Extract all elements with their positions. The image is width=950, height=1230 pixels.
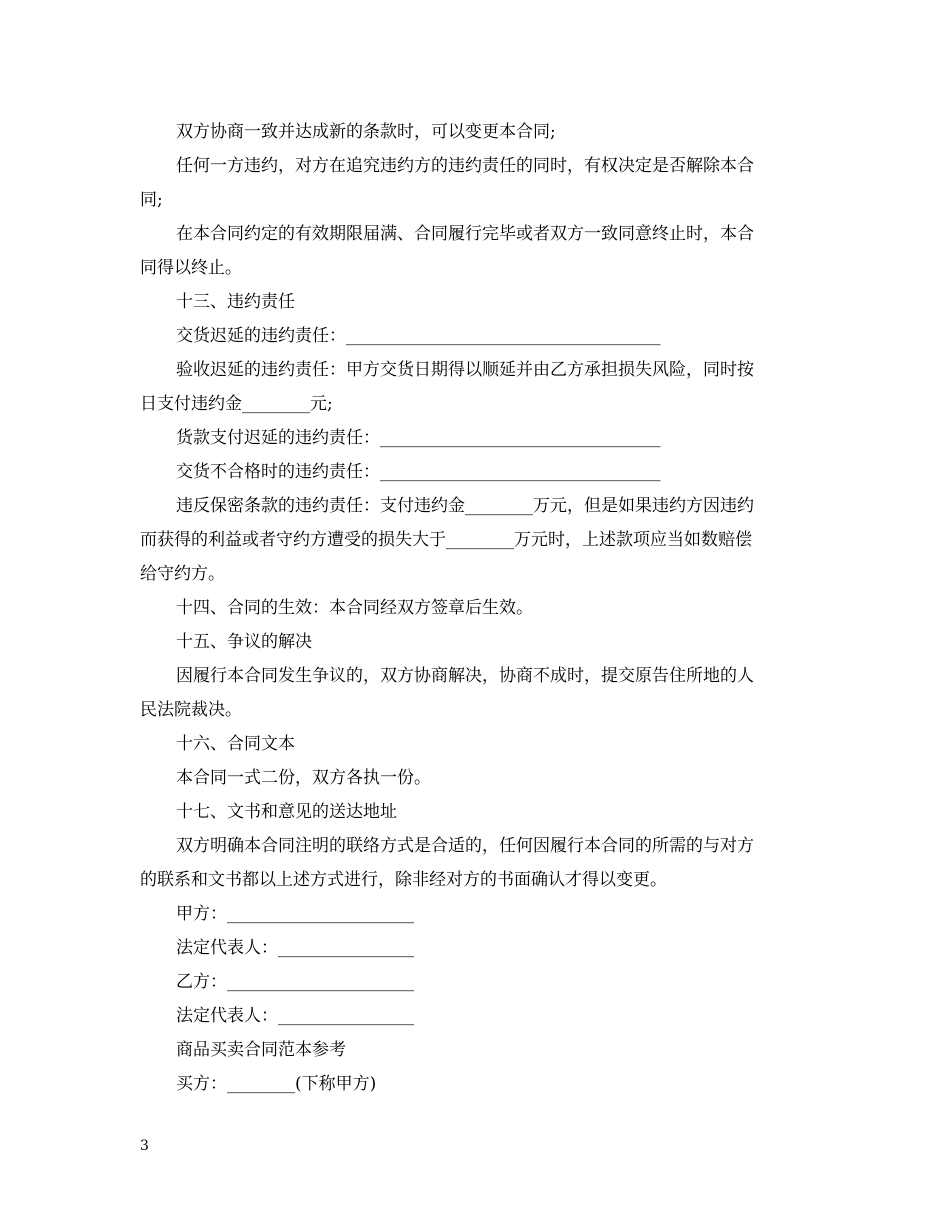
text-line: 而获得的利益或者守约方遭受的损失大于________万元时，上述款项应当如数赔偿 [140,530,752,550]
text-line: 给守约方。 [140,564,225,584]
signature-line-party-b: 乙方：______________________ [176,972,414,992]
signature-line-party-a: 甲方：______________________ [176,904,414,924]
text-line: 验收迟延的违约责任：甲方交货日期得以顺延并由乙方承担损失风险，同时按 [176,360,754,380]
text-line: 日支付违约金________元; [140,394,333,414]
section-heading: 十四、合同的生效：本合同经双方签章后生效。 [176,598,533,618]
text-line: 的联系和文书都以上述方式进行，除非经对方的书面确认才得以变更。 [140,870,667,890]
text-line: 民法院裁决。 [140,700,242,720]
page-number: 3 [140,1138,149,1154]
text-line: 任何一方违约，对方在追究违约方的违约责任的同时，有权决定是否解除本合 [176,156,754,176]
text-line: 交货迟延的违约责任：_____________________________________ [176,326,661,346]
text-line: 在本合同约定的有效期限届满、合同履行完毕或者双方一致同意终止时，本合 [176,224,754,244]
text-line: 因履行本合同发生争议的，双方协商解决，协商不成时，提交原告住所地的人 [176,666,754,686]
section-heading: 十五、争议的解决 [176,632,312,652]
text-line: 双方协商一致并达成新的条款时，可以变更本合同; [176,122,556,142]
section-heading: 十七、文书和意见的送达地址 [176,802,397,822]
signature-line-representative: 法定代表人：________________ [176,1006,414,1026]
text-line: 同得以终止。 [140,258,242,278]
document-title: 商品买卖合同范本参考 [176,1040,346,1060]
text-line: 货款支付迟延的违约责任：_________________________________ [176,428,661,448]
text-line: 本合同一式二份，双方各执一份。 [176,768,431,788]
text-line: 违反保密条款的违约责任：支付违约金________万元，但是如果违约方因违约 [176,496,754,516]
text-line: 同; [140,190,163,210]
section-heading: 十三、违约责任 [176,292,295,312]
text-line: 交货不合格时的违约责任：_________________________________ [176,462,661,482]
section-heading: 十六、合同文本 [176,734,295,754]
signature-line-representative: 法定代表人：________________ [176,938,414,958]
document-body [140,115,812,1101]
buyer-line: 买方：________(下称甲方) [176,1074,377,1094]
text-line: 双方明确本合同注明的联络方式是合适的，任何因履行本合同的所需的与对方 [176,836,754,856]
